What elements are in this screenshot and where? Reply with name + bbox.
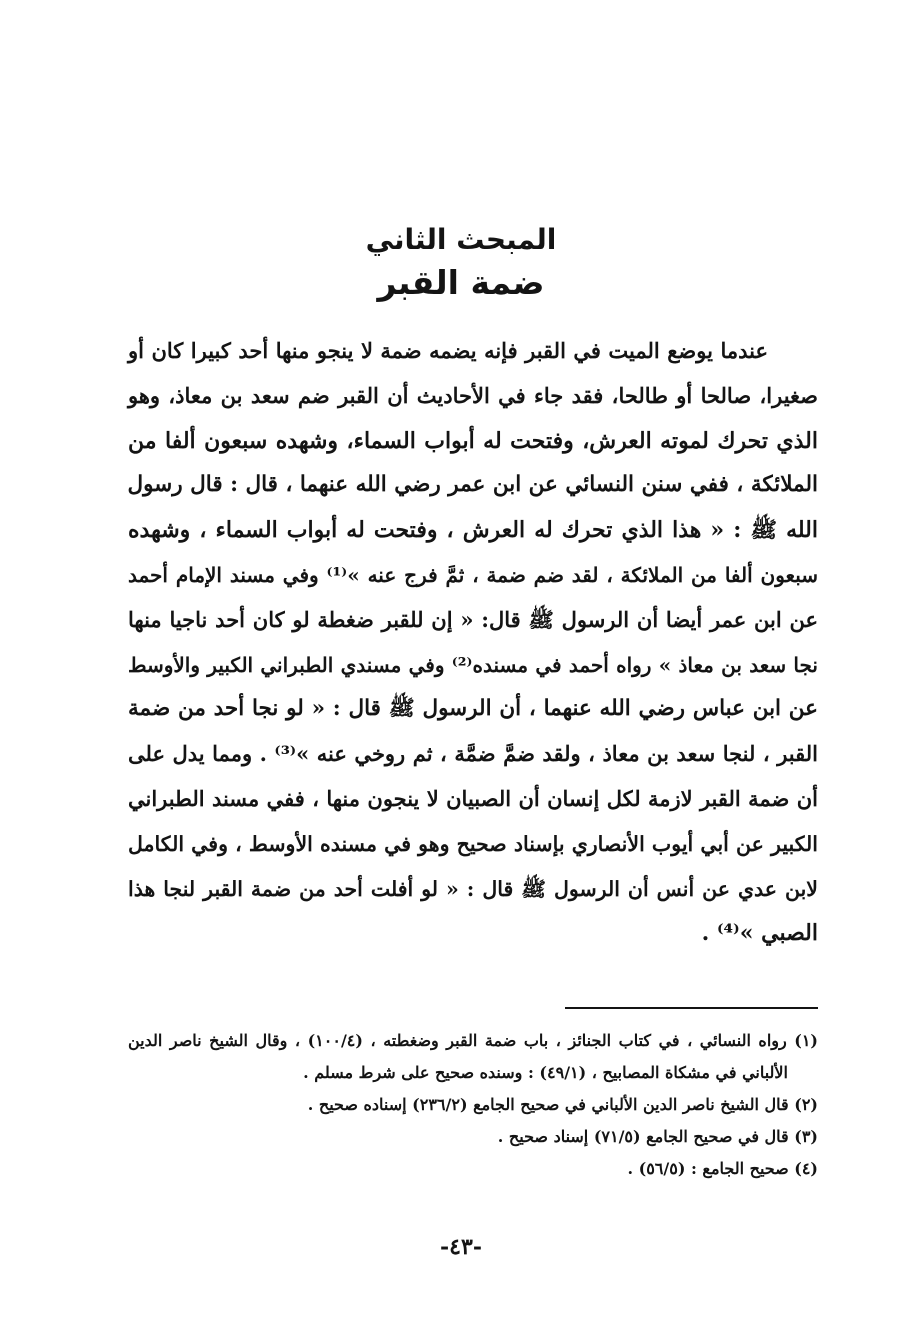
- text-line: القبر ، لنجا سعد بن معاذ ، ولقد ضمَّ ضمَّة ، ثم روخي عنه »⁽³⁾ . ومما يدل على: [128, 741, 818, 767]
- footnotes: [128, 1025, 818, 1185]
- footnote-1: (١) رواه النسائي ، في كتاب الجنائز ، باب ضمة القبر وضغطته ، (١٠٠/٤) ، وقال الشيخ ناصر الدين: [128, 1031, 818, 1050]
- main-text: [128, 329, 818, 956]
- text-line: الله ﷺ : « هذا الذي تحرك له العرش ، وفتحت له أبواب السماء ، وشهده: [128, 517, 818, 544]
- footnote-3: (٣) قال في صحيح الجامع (٧١/٥) إسناد صحيح .: [497, 1127, 818, 1146]
- text-line: أن ضمة القبر لازمة لكل إنسان أن الصبيان لا ينجون منها ، ففي مسند الطبراني: [128, 785, 818, 811]
- text-line: سبعون ألفا من الملائكة ، لقد ضم ضمة ، ثمَّ فرج عنه »⁽¹⁾ وفي مسند الإمام أحمد: [128, 562, 818, 587]
- text-line: الذي تحرك لموته العرش، وفتحت له أبواب السماء، وشهده سبعون ألفا من: [128, 427, 818, 454]
- section-heading: المبحث الثاني: [365, 223, 557, 256]
- footnote-1-continued: الألباني في مشكاة المصابيح ، (٤٩/١) : وسنده صحيح على شرط مسلم .: [303, 1063, 788, 1082]
- text-line: صغيرا، صالحا أو طالحا، فقد جاء في الأحاديث أن القبر ضم سعد بن معاذ، وهو: [128, 382, 818, 408]
- footnote-2: (٢) قال الشيخ ناصر الدين الألباني في صحيح الجامع (٢٣٦/٢) إسناده صحيح .: [307, 1095, 818, 1114]
- footnote-4: (٤) صحيح الجامع : (٥٦/٥) .: [627, 1159, 818, 1178]
- text-line: عن ابن عمر أيضا أن الرسول ﷺ قال: « إن للقبر ضغطة لو كان أحد ناجيا منها: [128, 606, 818, 632]
- page-number: -٤٣-: [440, 1234, 482, 1260]
- text-line: عن ابن عباس رضي الله عنهما ، أن الرسول ﷺ قال : « لو نجا أحد من ضمة: [128, 696, 818, 722]
- text-line: الملائكة ، ففي سنن النسائي عن ابن عمر رضي الله عنهما ، قال : قال رسول: [127, 472, 818, 498]
- text-line: نجا سعد بن معاذ » رواه أحمد في مسنده⁽²⁾ وفي مسندي الطبراني الكبير والأوسط: [128, 652, 818, 677]
- chapter-title: ضمة القبر: [377, 263, 545, 302]
- footnote-separator: [565, 1007, 818, 1009]
- text-line: عندما يوضع الميت في القبر فإنه يضمه ضمة لا ينجو منها أحد كبيرا كان أو: [128, 338, 768, 363]
- text-line: لابن عدي عن أنس أن الرسول ﷺ قال : « لو أفلت أحد من ضمة القبر لنجا هذا: [128, 876, 818, 901]
- text-line: الكبير عن أبي أيوب الأنصاري بإسناد صحيح وهو في مسنده الأوسط ، وفي الكامل: [128, 831, 818, 856]
- text-line: الصبي »⁽⁴⁾ .: [701, 920, 818, 947]
